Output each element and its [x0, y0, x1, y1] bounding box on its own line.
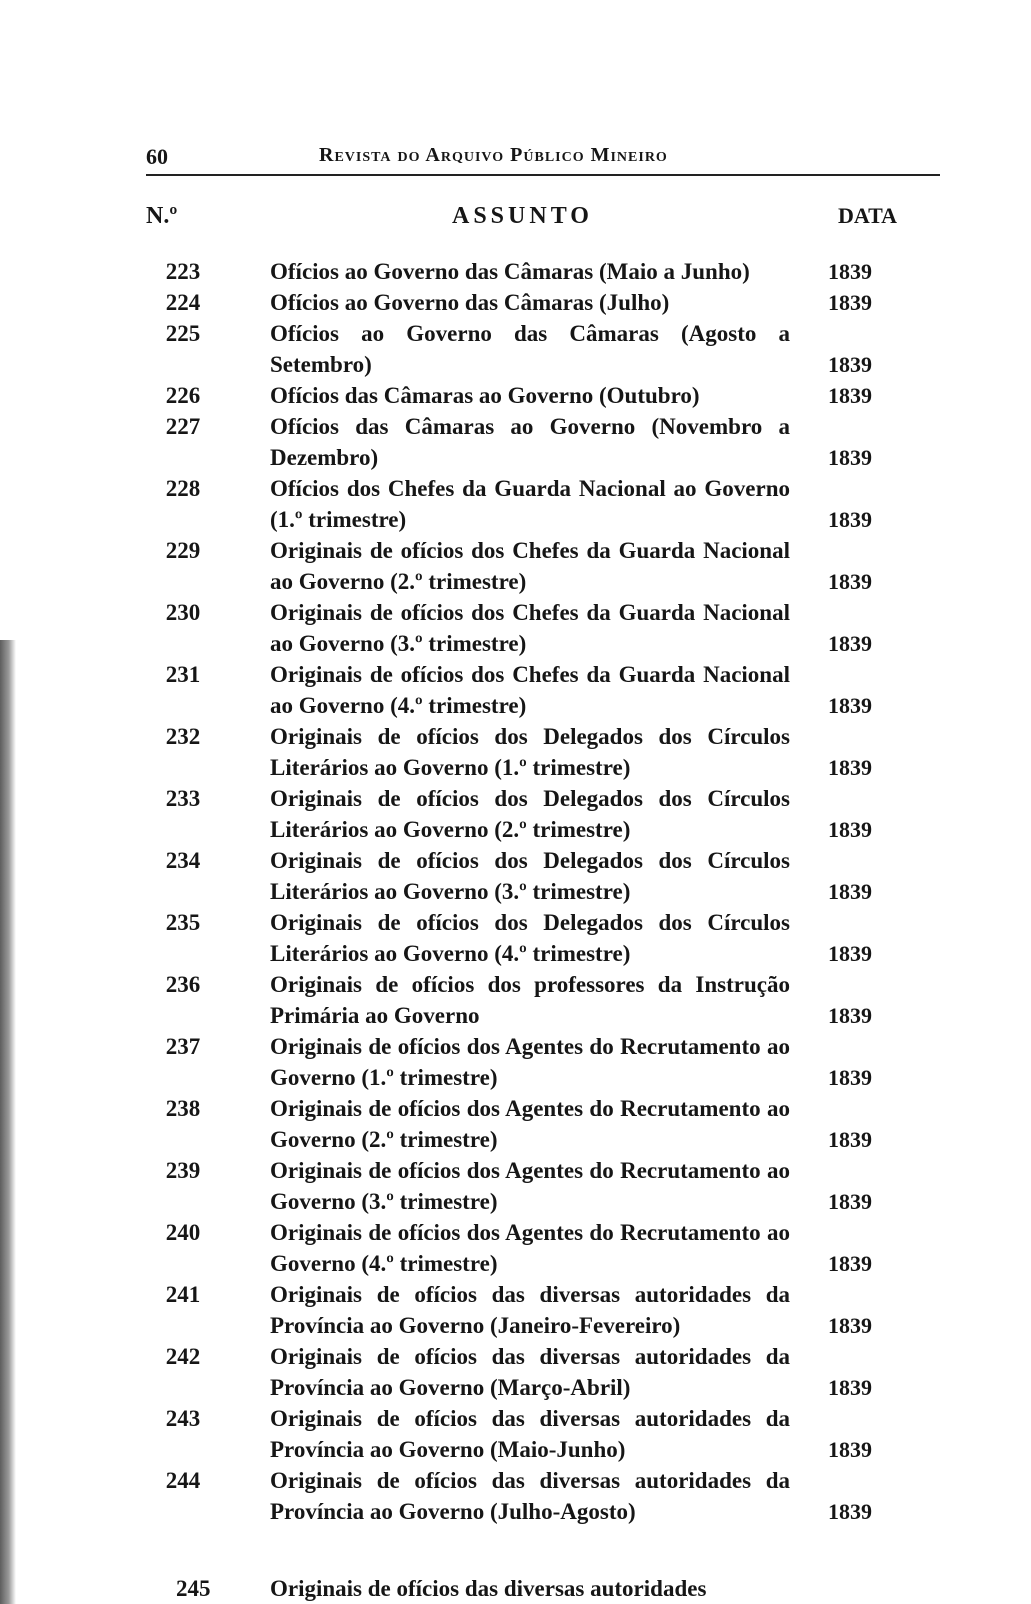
entry-date: 1839 — [828, 1499, 872, 1524]
entry-row — [0, 380, 1031, 411]
entry-row — [0, 411, 1031, 473]
entry-row — [0, 1031, 1031, 1093]
entry-number: 236 — [165, 972, 201, 997]
entry-subject — [270, 318, 790, 380]
entry-date: 1839 — [828, 631, 872, 656]
cutoff-entry-number: 245 — [176, 1576, 211, 1601]
entry-subject — [270, 1217, 790, 1279]
entry-subject — [270, 380, 790, 411]
entry-subject — [270, 845, 790, 907]
entry-date: 1839 — [828, 1003, 872, 1028]
entry-date: 1839 — [828, 1251, 872, 1276]
entry-date: 1839 — [828, 879, 872, 904]
cutoff-entry — [0, 1576, 1031, 1604]
entry-subject-text: Originais de ofícios das diversas autoridades da Província ao Governo (Março-Abril) — [270, 1344, 790, 1400]
entry-row — [0, 659, 1031, 721]
entry-date: 1839 — [828, 507, 872, 532]
entry-subject — [270, 1403, 790, 1465]
entry-date: 1839 — [828, 755, 872, 780]
entry-number: 227 — [165, 414, 201, 439]
entry-row — [0, 1465, 1031, 1527]
entry-subject-text: Ofícios ao Governo das Câmaras (Julho) — [270, 290, 670, 315]
entry-row — [0, 1155, 1031, 1217]
entry-subject — [270, 287, 790, 318]
entry-number: 240 — [165, 1220, 201, 1245]
entry-row — [0, 535, 1031, 597]
entry-number: 230 — [165, 600, 201, 625]
entry-number: 226 — [165, 383, 201, 408]
entry-subject-text: Originais de ofícios das diversas autoridades da Província ao Governo (Janeiro-Fevereiro) — [270, 1282, 790, 1338]
entry-number: 238 — [165, 1096, 201, 1121]
cutoff-entry-subject: Originais de ofícios das diversas autoridades — [270, 1576, 707, 1601]
entry-date: 1839 — [828, 445, 872, 470]
entry-subject — [270, 1155, 790, 1217]
entry-subject — [270, 1279, 790, 1341]
column-header-subject: ASSUNTO — [452, 203, 593, 229]
column-header-number: N.º — [146, 203, 178, 229]
entry-subject-text: Ofícios das Câmaras ao Governo (Novembro a Dezembro) — [270, 414, 790, 470]
entry-date: 1839 — [828, 1189, 872, 1214]
entry-subject-text: Ofícios dos Chefes da Guarda Nacional ao Governo (1.º trimestre) — [270, 476, 790, 532]
entry-date: 1839 — [828, 569, 872, 594]
entry-date: 1839 — [828, 1065, 872, 1090]
entry-row — [0, 1279, 1031, 1341]
entry-subject — [270, 1341, 790, 1403]
entry-subject-text: Originais de ofícios dos professores da Instrução Primária ao Governo — [270, 972, 790, 1028]
entry-number: 224 — [165, 290, 201, 315]
entry-date: 1839 — [828, 259, 872, 284]
entry-subject-text: Originais de ofícios dos Agentes do Recrutamento ao Governo (1.º trimestre) — [270, 1034, 790, 1090]
entry-date: 1839 — [828, 941, 872, 966]
entry-date: 1839 — [828, 1375, 872, 1400]
entry-number: 233 — [165, 786, 201, 811]
entry-subject — [270, 1465, 790, 1527]
entry-subject-text: Ofícios ao Governo das Câmaras (Maio a Junho) — [270, 259, 750, 284]
entry-subject — [270, 1031, 790, 1093]
entry-subject-text: Originais de ofícios dos Chefes da Guarda Nacional ao Governo (2.º trimestre) — [270, 538, 790, 594]
entry-subject-text: Originais de ofícios das diversas autoridades da Província ao Governo (Julho-Agosto) — [270, 1468, 790, 1524]
entry-subject-text: Originais de ofícios dos Chefes da Guarda Nacional ao Governo (3.º trimestre) — [270, 600, 790, 656]
entry-subject-text: Originais de ofícios dos Agentes do Recrutamento ao Governo (3.º trimestre) — [270, 1158, 790, 1214]
entry-subject — [270, 597, 790, 659]
entry-row — [0, 907, 1031, 969]
entry-subject-text: Originais de ofícios dos Delegados dos Círculos Literários ao Governo (3.º trimestre) — [270, 848, 790, 904]
entry-subject-text: Ofícios das Câmaras ao Governo (Outubro) — [270, 383, 700, 408]
entry-row — [0, 1403, 1031, 1465]
entry-number: 234 — [165, 848, 201, 873]
entry-row — [0, 969, 1031, 1031]
entry-row — [0, 597, 1031, 659]
entry-date: 1839 — [828, 290, 872, 315]
entry-row — [0, 287, 1031, 318]
running-head — [146, 140, 940, 176]
entry-subject — [270, 1093, 790, 1155]
entry-row — [0, 845, 1031, 907]
entry-subject-text: Originais de ofícios dos Delegados dos Círculos Literários ao Governo (4.º trimestre) — [270, 910, 790, 966]
entry-subject — [270, 659, 790, 721]
entry-subject — [270, 411, 790, 473]
page-number: 60 — [146, 144, 168, 169]
entry-row — [0, 473, 1031, 535]
entry-subject — [270, 256, 790, 287]
entry-subject — [270, 969, 790, 1031]
entry-number: 241 — [165, 1282, 201, 1307]
entry-row — [0, 783, 1031, 845]
entry-number: 237 — [165, 1034, 201, 1059]
entry-subject — [270, 535, 790, 597]
entry-date: 1839 — [828, 693, 872, 718]
entry-subject-text: Originais de ofícios dos Agentes do Recrutamento ao Governo (2.º trimestre) — [270, 1096, 790, 1152]
entry-number: 239 — [165, 1158, 201, 1183]
entry-subject — [270, 907, 790, 969]
entry-date: 1839 — [828, 352, 872, 377]
entry-date: 1839 — [828, 383, 872, 408]
entry-row — [0, 1341, 1031, 1403]
entry-date: 1839 — [828, 817, 872, 842]
entry-number: 225 — [165, 321, 201, 346]
entry-number: 228 — [165, 476, 201, 501]
entry-subject-text: Originais de ofícios das diversas autoridades da Província ao Governo (Maio-Junho) — [270, 1406, 790, 1462]
entry-subject-text: Originais de ofícios dos Chefes da Guarda Nacional ao Governo (4.º trimestre) — [270, 662, 790, 718]
journal-title: Revista do Arquivo Público Mineiro — [319, 144, 668, 166]
entry-subject-text: Originais de ofícios dos Delegados dos Círculos Literários ao Governo (1.º trimestre) — [270, 724, 790, 780]
entry-number: 244 — [165, 1468, 201, 1493]
entry-row — [0, 256, 1031, 287]
entry-number: 242 — [165, 1344, 201, 1369]
entry-date: 1839 — [828, 1127, 872, 1152]
entry-number: 243 — [165, 1406, 201, 1431]
entry-subject-text: Originais de ofícios dos Delegados dos Círculos Literários ao Governo (2.º trimestre) — [270, 786, 790, 842]
entry-subject — [270, 783, 790, 845]
entry-number: 235 — [165, 910, 201, 935]
entry-date: 1839 — [828, 1437, 872, 1462]
entry-subject — [270, 721, 790, 783]
entry-subject-text: Ofícios ao Governo das Câmaras (Agosto a Setembro) — [270, 321, 790, 377]
entry-row — [0, 1093, 1031, 1155]
entry-number: 232 — [165, 724, 201, 749]
entry-subject — [270, 473, 790, 535]
entry-date: 1839 — [828, 1313, 872, 1338]
column-header-date: DATA — [838, 203, 898, 228]
entry-number: 231 — [165, 662, 201, 687]
entry-number: 229 — [165, 538, 201, 563]
entry-row — [0, 721, 1031, 783]
entry-row — [0, 318, 1031, 380]
entry-row — [0, 1217, 1031, 1279]
entry-number: 223 — [165, 259, 201, 284]
entry-subject-text: Originais de ofícios dos Agentes do Recrutamento ao Governo (4.º trimestre) — [270, 1220, 790, 1276]
entries-list — [0, 256, 1031, 1527]
